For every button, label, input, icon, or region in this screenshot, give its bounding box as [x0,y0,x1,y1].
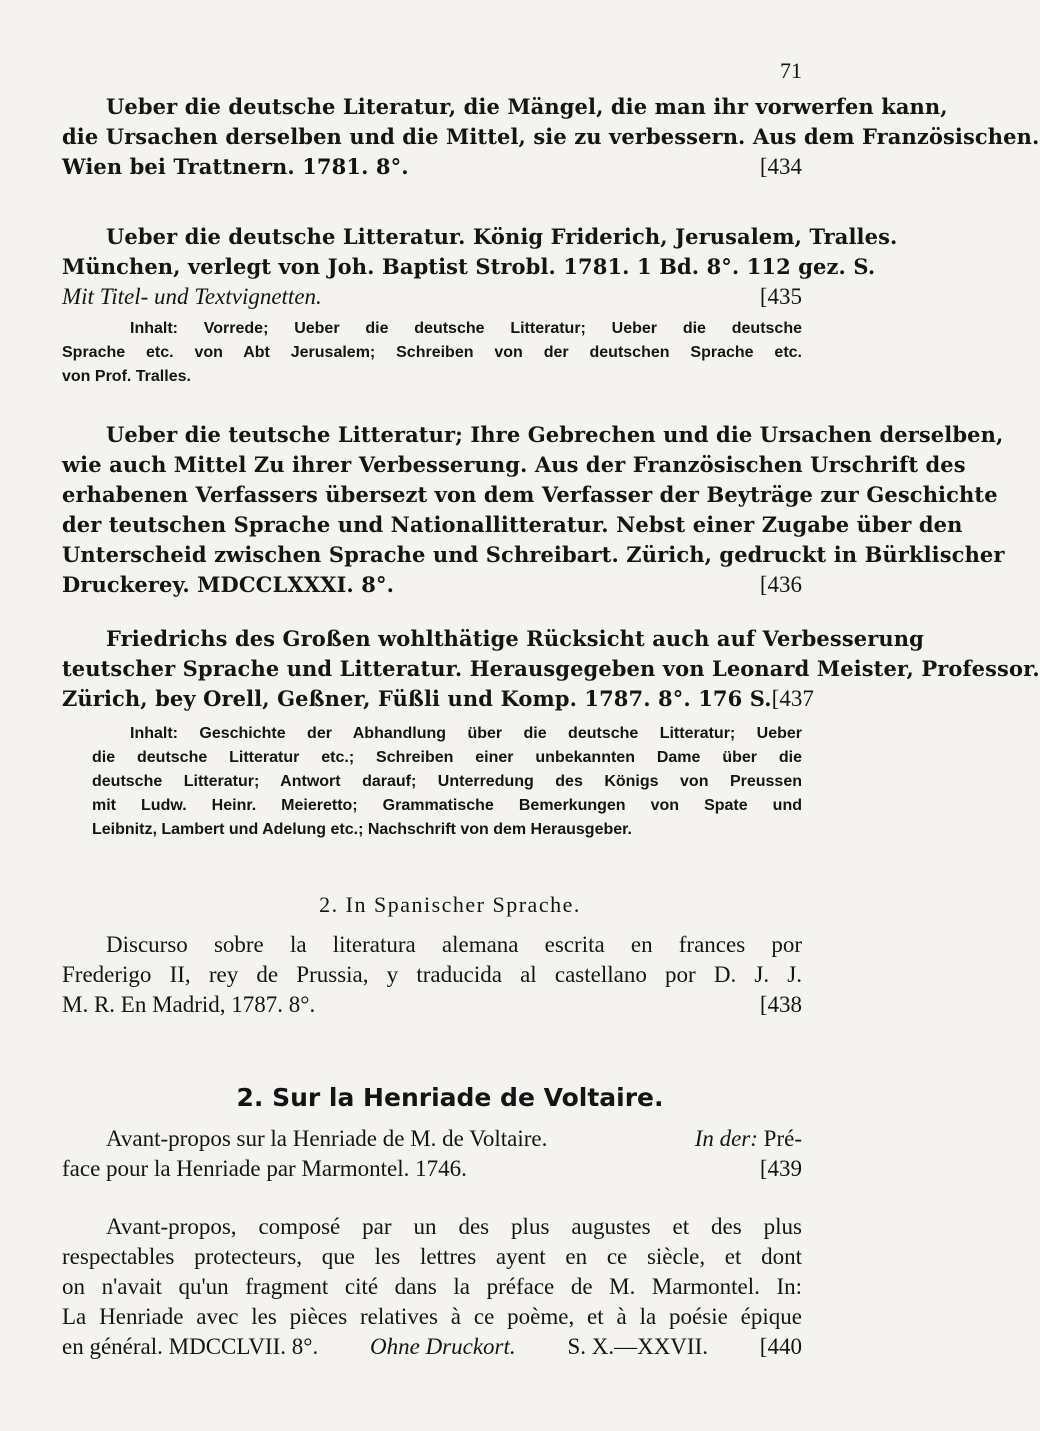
entry-line: on n'avait qu'un fragment cité dans la préface de M. Marmontel. In: [62,1274,802,1299]
entry-title-part [695,1124,802,1154]
contents-line: mit Ludw. Heinr. Meieretto; Grammatische Bemerkungen von Spate und [92,797,802,814]
entry-last-line [62,990,802,1020]
entry-number: [437 [771,686,814,711]
entry-line: Ueber die teutsche Litteratur; Ihre Gebrechen und die Ursachen derselben, [106,422,1004,447]
contents-line: deutsche Litteratur; Antwort darauf; Unterredung des Königs von Preussen [92,773,802,790]
entry-440 [62,1212,802,1362]
contents-line: Sprache etc. von Abt Jerusalem; Schreiben von der deutschen Sprache etc. [62,344,802,361]
entry-in-der: In der: [694,1126,758,1151]
entry-last-line [62,570,802,600]
entry-number: [434 [759,154,802,179]
entry-line: Avant-propos, composé par un des plus augustes et des plus [106,1214,802,1239]
entry-line: München, verlegt von Joh. Baptist Strobl. 1781. 1 Bd. 8°. 112 gez. S. [62,254,876,279]
entry-line [62,1124,802,1154]
entry-434 [62,92,1040,182]
contents-note-435 [62,317,802,389]
entry-imprint: face pour la Henriade par Marmontel. 1746. [62,1156,467,1181]
entry-line: Friedrichs des Großen wohlthätige Rücksicht auch auf Verbesserung [106,626,924,651]
entry-line: Frederigo II, rey de Prussia, y traducida al castellano por D. J. J. [62,962,802,987]
entry-line: erhabenen Verfassers übersezt von dem Verfasser der Beyträge zur Geschichte [62,482,998,507]
section-heading-spanish: 2. In Spanischer Sprache. [319,892,581,917]
entry-line: die Ursachen derselben und die Mittel, sie zu verbessern. Aus dem Französischen. [62,124,1040,149]
entry-title-part: Pré- [763,1126,802,1151]
entry-imprint: M. R. En Madrid, 1787. 8°. [62,992,316,1017]
entry-last-line [62,1154,802,1184]
entry-line: Discurso sobre la literatura alemana escrita en frances por [106,932,802,957]
entry-number: [436 [759,572,802,597]
section-heading-henriade: 2. Sur la Henriade de Voltaire. [236,1083,664,1112]
entry-line: respectables protecteurs, que les lettres ayent en ce siècle, et dont [62,1244,802,1269]
entry-435 [62,222,898,312]
entry-imprint-italic: Ohne Druckort. [370,1334,516,1359]
entry-number: [435 [759,284,802,309]
contents-line: von Prof. Tralles. [62,368,191,385]
entry-number: [440 [759,1334,802,1359]
entry-line: Ueber die deutsche Literatur, die Mängel, die man ihr vorwerfen kann, [106,94,948,119]
entry-last-line [62,1332,802,1362]
entry-imprint: en général. MDCCLVII. 8°. [62,1334,319,1359]
entry-line: La Henriade avec les pièces relatives à ce poème, et à la poésie épique [62,1304,802,1329]
entry-line: Unterscheid zwischen Sprache und Schreibart. Zürich, gedruckt in Bürklischer [62,542,1005,567]
entry-436 [62,420,1005,600]
entry-437 [62,624,1040,714]
page-number: 71 [780,58,802,83]
entry-imprint: Wien bei Trattnern. 1781. 8°. [62,154,409,179]
contents-line: die deutsche Litteratur etc.; Schreiben einer unbekannten Dame über die [92,749,802,766]
entry-number: [439 [759,1156,802,1181]
entry-line: wie auch Mittel Zu ihrer Verbesserung. Aus der Französischen Urschrift des [62,452,966,477]
entry-last-line [62,282,802,312]
entry-last-line [62,684,814,714]
contents-line: Inhalt: Vorrede; Ueber die deutsche Litteratur; Ueber die deutsche [130,320,802,337]
entry-last-line [62,152,802,182]
entry-title-part: Avant-propos sur la Henriade de M. de Voltaire. [106,1126,548,1151]
entry-number: [438 [759,992,802,1017]
entry-imprint: Druckerey. MDCCLXXXI. 8°. [62,572,394,597]
entry-line: der teutschen Sprache und Nationallitteratur. Nebst einer Zugabe über den [62,512,963,537]
entry-pages: S. X.—XXVII. [567,1334,708,1359]
entry-line: teutscher Sprache und Litteratur. Herausgegeben von Leonard Meister, Professor. [62,656,1040,681]
entry-imprint: Mit Titel- und Textvignetten. [62,284,322,309]
entry-imprint: Zürich, bey Orell, Geßner, Füßli und Komp. 1787. 8°. 176 S. [62,686,772,711]
entry-line: Ueber die deutsche Litteratur. König Friderich, Jerusalem, Tralles. [106,224,898,249]
contents-note-437 [92,722,802,842]
entry-439 [62,1124,802,1184]
contents-line: Inhalt: Geschichte der Abhandlung über die deutsche Litteratur; Ueber [130,725,802,742]
contents-line: Leibnitz, Lambert und Adelung etc.; Nachschrift von dem Herausgeber. [92,821,632,838]
entry-438 [62,930,802,1020]
